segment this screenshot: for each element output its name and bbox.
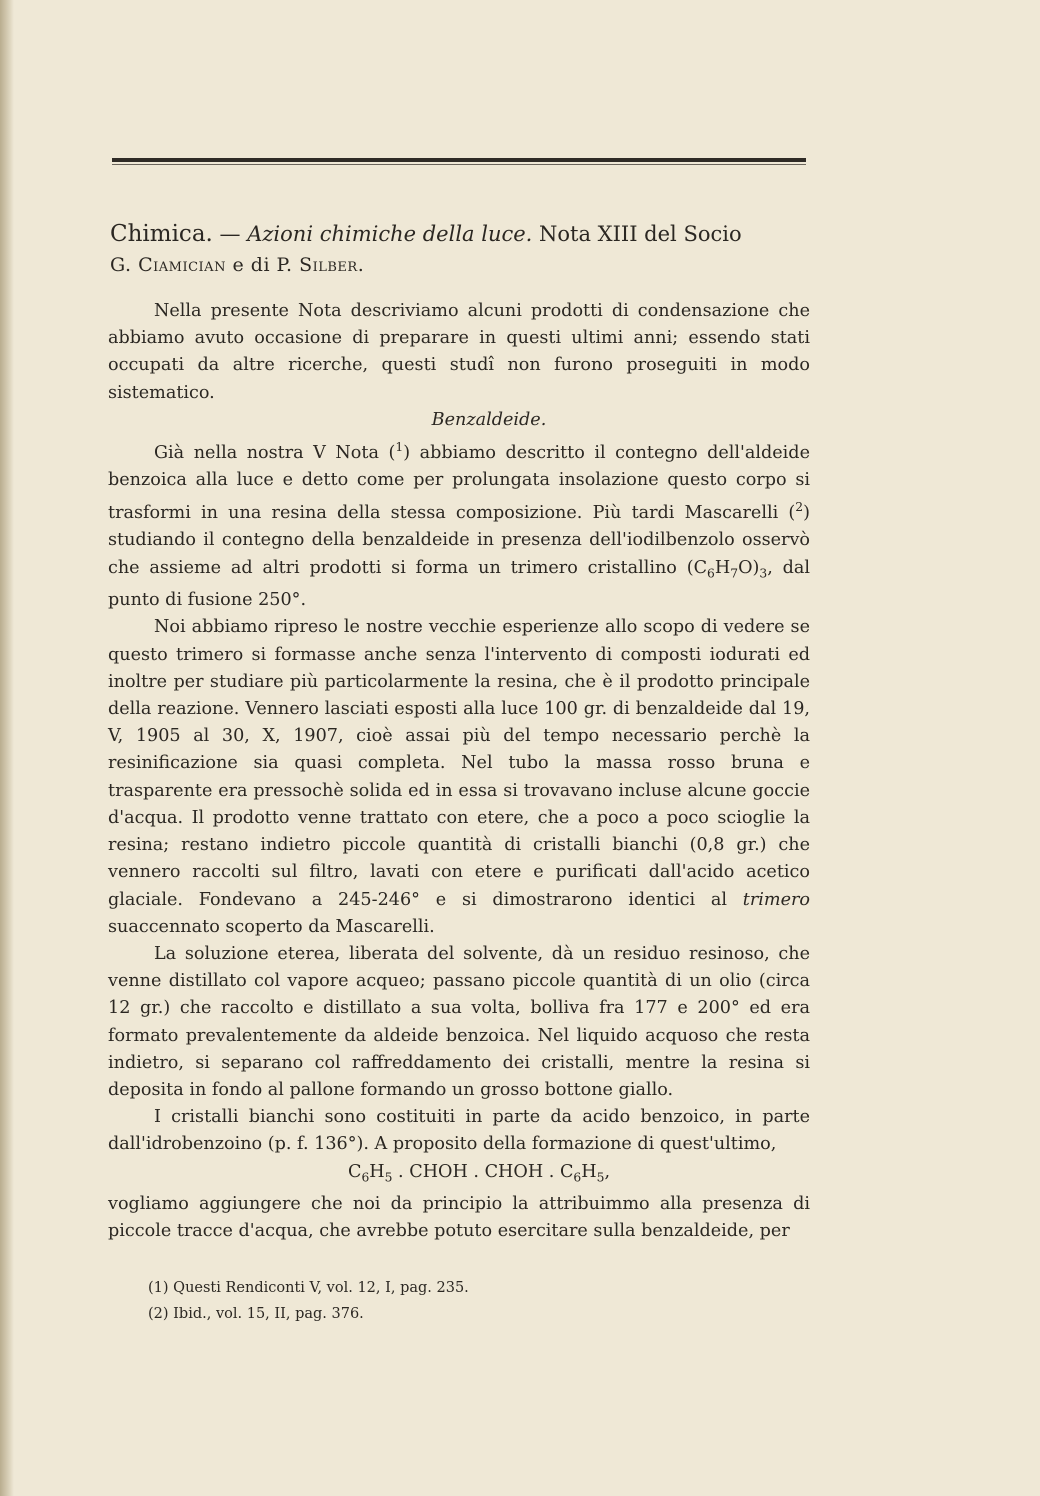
header-rule bbox=[112, 158, 806, 162]
paragraph-3: Noi abbiamo ripreso le nostre vecchie esperienze allo scopo di vedere se questo trimero si formasse anche senza l'intervento di composti iodurati ed inoltre per studiare più particolarmente la resina, che è il prodotto principale della reazione. Vennero lasciati esposti alla luce 100 gr. di benzaldeide dal 19, V, 1905 al 30, X, 1907, cioè assai più del tempo necessario perchè la resinificazione sia quasi completa. Nel tubo la massa rosso bruna e trasparente era pressochè solida ed in essa si trovavano incluse alcune goccie d'acqua. Il prodotto venne trattato con etere, che a poco a poco scioglie la resina; restano indietro piccole quantità di cristalli bianchi (0,8 gr.) che vennero raccolti sul filtro, lavati con etere e purificati dall'acido acetico glaciale. Fondevano a 245-246° e si dimostrarono identici al trimero suaccennato scoperto da Mascarelli. bbox=[108, 617, 810, 937]
title-nota: Nota XIII del Socio bbox=[532, 222, 742, 246]
authors: G. Ciamician e di P. Silber. bbox=[110, 254, 365, 276]
section-label: Chimica. bbox=[110, 221, 213, 247]
title-italic: Azioni chimiche della luce. bbox=[247, 222, 533, 246]
paragraph-5: I cristalli bianchi sono costituiti in parte da acido benzoico, in parte dall'idrobenzoino (p. f. 136°). A proposito della formazione di quest'ultimo, bbox=[108, 1107, 810, 1155]
chemical-formula: $C_6H_5$ . CHOH . CHOH . $C_6H_5$, bbox=[347, 1161, 611, 1185]
article-title: Chimica. — Azioni chimiche della luce. Nota XIII del Socio bbox=[110, 221, 742, 247]
article-body bbox=[108, 298, 810, 1246]
footnote-2: (2) Ibid., vol. 15, II, pag. 376. bbox=[148, 1306, 364, 1322]
paragraph-4: La soluzione eterea, liberata del solvente, dà un residuo resinoso, che venne distillato col vapore acqueo; passano piccole quantità di un olio (circa 12 gr.) che raccolto e distillato a sua volta, bolliva fra 177 e 200° ed era formato prevalentemente da aldeide benzoica. Nel liquido acquoso che resta indietro, si separano col raffreddamento dei cristalli, mentre la resina si deposita in fondo al pallone formando un grosso bottone giallo. bbox=[108, 943, 810, 1100]
header-rule-thin bbox=[112, 164, 806, 165]
paragraph-2: Già nella nostra V Nota ($^1$) abbiamo descritto il contegno dell'aldeide benzoica alla luce e detto come per prolungata insolazione questo corpo si trasformi in una resina della stessa composizione. Più tardi Mascarelli ($^2$) studiando il contegno della benzaldeide in presenza dell'iodilbenzolo osservò che assieme ad altri prodotti si forma un trimero cristallino $(C_6H_7O)_3$, dal punto di fusione 250°. bbox=[108, 440, 810, 611]
subsection-heading: Benzaldeide. bbox=[431, 409, 547, 430]
footnote-1: (1) Questi Rendiconti V, vol. 12, I, pag. 235. bbox=[148, 1280, 469, 1296]
paragraph-6: vogliamo aggiungere che noi da principio la attribuimmo alla presenza di piccole tracce d'acqua, che avrebbe potuto esercitare sulla benzaldeide, per bbox=[108, 1194, 810, 1242]
page-edge-shadow bbox=[0, 0, 14, 1496]
paragraph-1: Nella presente Nota descriviamo alcuni prodotti di condensazione che abbiamo avuto occasione di preparare in questi ultimi anni; essendo stati occupati da altre ricerche, questi studî non furono proseguiti in modo sistematico. bbox=[108, 301, 810, 403]
